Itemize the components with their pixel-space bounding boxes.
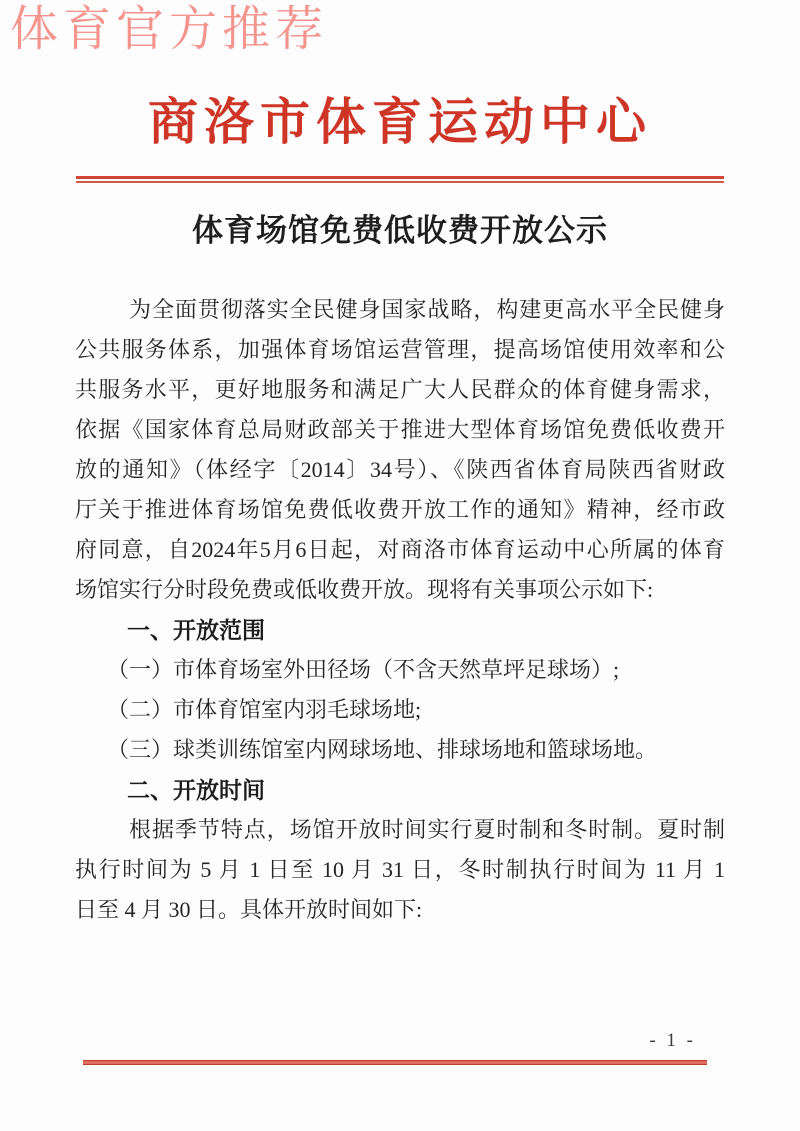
paragraph-1-line-1: 为全面贯彻落实全民健身国家战略，构建更高水平全民健身: [129, 297, 725, 322]
letterhead-divider: [76, 176, 724, 183]
footer-divider: [83, 1060, 707, 1065]
paragraph-1-line-6: 厅关于推进体育场馆免费低收费开放工作的通知》精神，经市政: [75, 497, 725, 522]
section-heading-open-hours: 二、开放时间: [127, 777, 265, 803]
paragraph-2-line-3: 日至 4 月 30 日。具体开放时间如下:: [75, 897, 423, 922]
paragraph-1-line-8: 场馆实行分时段免费或低收费开放。现将有关事项公示如下:: [75, 577, 654, 602]
list-item-track-field: （一）市体育场室外田径场（不含天然草坪足球场）;: [107, 657, 620, 682]
section-heading-open-scope: 一、开放范围: [127, 617, 265, 643]
notice-body: [75, 290, 725, 930]
letterhead-divider-top-line: [76, 176, 724, 179]
page-number: - 1 -: [649, 1030, 696, 1051]
paragraph-2-line-1: 根据季节特点，场馆开放时间实行夏时制和冬时制。夏时制: [129, 817, 725, 842]
paragraph-1-line-7: 府同意，自2024年5月6日起，对商洛市体育运动中心所属的体育: [75, 537, 725, 562]
paragraph-1-line-5: 放的通知》（体经字〔2014〕34号）、《陕西省体育局陕西省财政: [75, 457, 725, 482]
letterhead-divider-bottom-line: [76, 181, 724, 183]
paragraph-1-line-3: 共服务水平，更好地服务和满足广大人民群众的体育健身需求，: [75, 377, 725, 402]
notice-title: 体育场馆免费低收费开放公示: [192, 213, 608, 248]
watermark-text: 体育官方推荐: [10, 3, 329, 56]
list-item-ball-training: （三）球类训练馆室内网球场地、排球场地和篮球场地。: [107, 737, 658, 762]
list-item-badminton: （二）市体育馆室内羽毛球场地;: [107, 697, 422, 722]
letterhead-org-name: 商洛市体育运动中心: [148, 94, 652, 150]
paragraph-1-line-2: 公共服务体系，加强体育场馆运营管理，提高场馆使用效率和公: [75, 337, 725, 362]
paragraph-2-line-2: 执行时间为 5 月 1 日至 10 月 31 日，冬时制执行时间为 11 月 1: [75, 857, 725, 882]
paragraph-1-line-4: 依据《国家体育总局财政部关于推进大型体育场馆免费低收费开: [75, 417, 725, 442]
